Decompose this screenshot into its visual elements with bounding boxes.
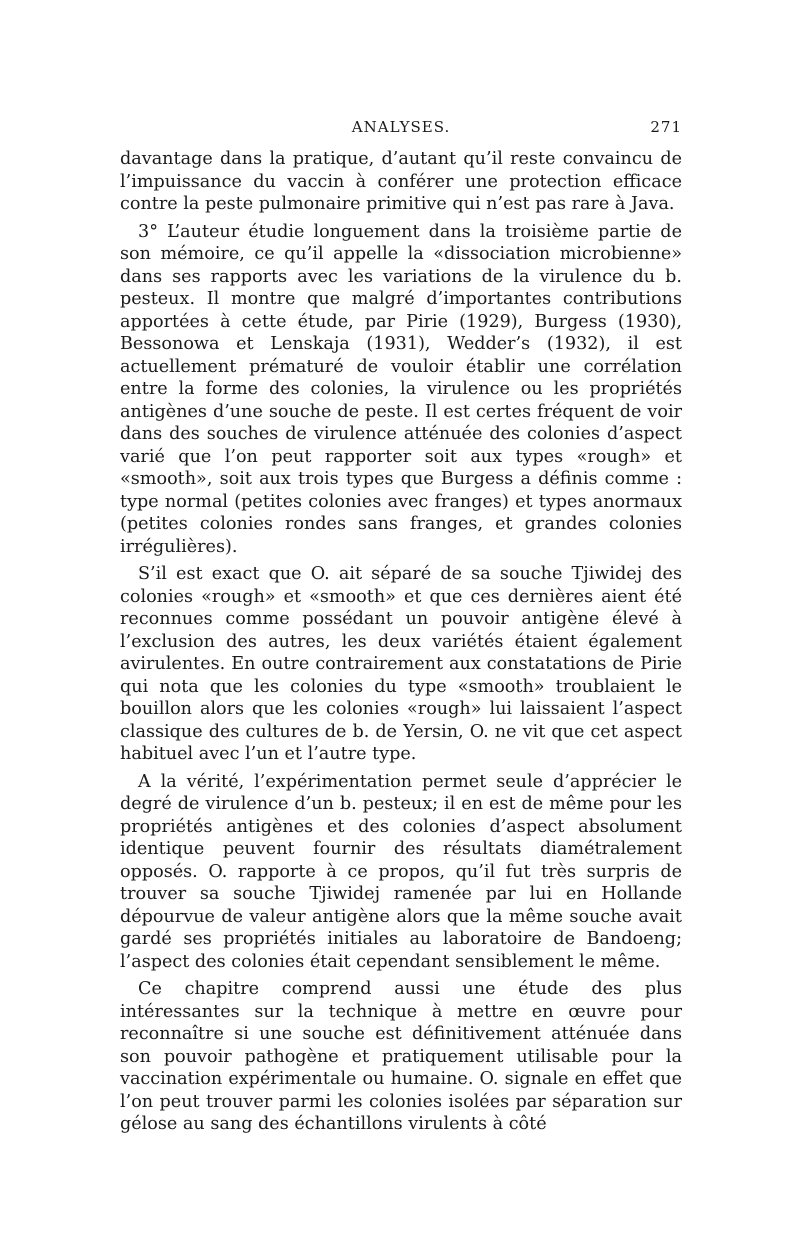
running-title: ANALYSES.	[351, 118, 451, 136]
paragraph-continued: davantage dans la pratique, d’autant qu’il reste convaincu de l’impuissance du vaccin à conférer une protection efficace contre la peste pulmonaire primitive qui n’est pas rare à Java.	[120, 149, 682, 214]
paragraph-dissociation: 3° L’auteur étudie longuement dans la troisième partie de son mémoire, ce qu’il appelle la «dissociation microbienne» dans ses rapports avec les variations de la virulence du b. pesteux. Il montre que malgré d’importantes contributions apportées à cette étude, par Pirie (1929), Burgess (1930), Bessonowa et Lenskaja (1931), Wedder’s (1932), il est actuellement prématuré de vouloir établir une corrélation entre la forme des colonies, la virulence ou les propriétés antigènes d’une souche de peste. Il est certes fréquent de voir dans des souches de virulence atténuée des colonies d’aspect varié que l’on peut rapporter soit aux types «rough» et «smooth», soit aux trois types que Burgess a définis comme : type normal (petites colonies avec franges) et types anormaux (petites colonies rondes sans franges, et grandes colonies irrégulières).	[120, 221, 682, 557]
paragraph-tjiwidej-colonies: S’il est exact que O. ait séparé de sa souche Tjiwidej des colonies «rough» et «smooth» et que ces dernières aient été reconnues comme possédant un pouvoir antigène élevé à l’exclusion des autres, les deux variétés étaient également avirulentes. En outre contrairement aux constatations de Pirie qui nota que les colonies du type «smooth» troublaient le bouillon alors que les colonies «rough» lui laissaient l’aspect classique des cultures de b. de Yersin, O. ne vit que cet aspect habituel avec l’un et l’autre type.	[120, 564, 682, 764]
paragraph-technique: Ce chapitre comprend aussi une étude des plus intéressantes sur la technique à mettre en œuvre pour reconnaître si une souche est définitivement atténuée dans son pouvoir pathogène et pratiquement utilisable pour la vaccination expérimentale ou humaine. O. signale en effet que l’on peut trouver parmi les colonies isolées par séparation sur gélose au sang des échantillons virulents à côté	[120, 979, 682, 1134]
paragraph-experimentation: A la vérité, l’expérimentation permet seule d’apprécier le degré de virulence d’un b. pesteux; il en est de même pour les propriétés antigènes et des colonies d’aspect absolument identique peuvent fournir des résultats diamétralement opposés. O. rapporte à ce propos, qu’il fut très surpris de trouver sa souche Tjiwidej ramenée par lui en Hollande dépourvue de valeur antigène alors que la même souche avait gardé ses propriétés initiales au laboratoire de Bandoeng; l’aspect des colonies était cependant sensiblement le même.	[120, 771, 682, 972]
body-text	[120, 148, 682, 1136]
running-header	[120, 118, 682, 140]
page-number: 271	[650, 118, 682, 136]
